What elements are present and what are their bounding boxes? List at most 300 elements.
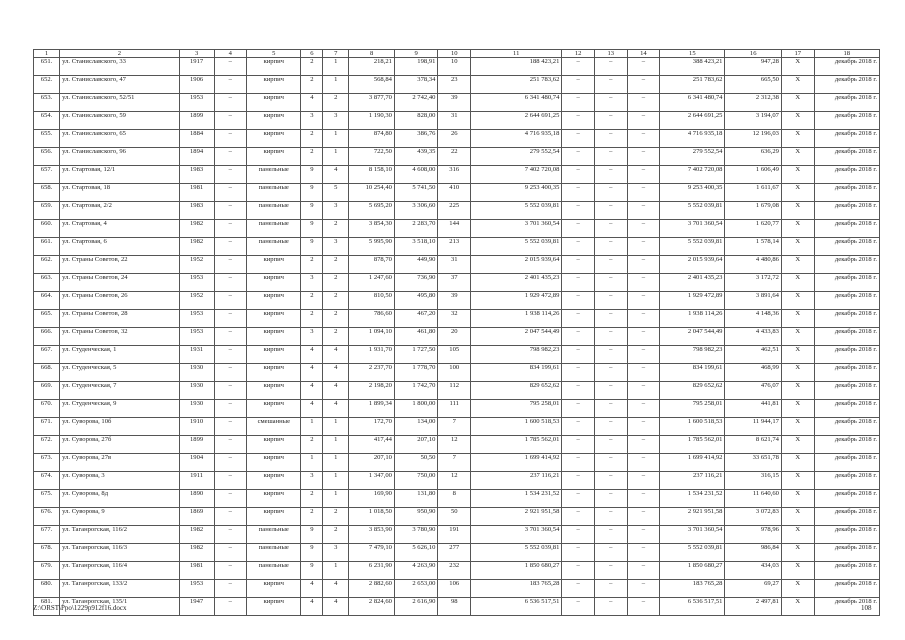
table-cell: 4 480,86 — [725, 256, 782, 274]
table-cell: – — [594, 526, 627, 544]
table-cell: 2 — [323, 310, 349, 328]
table-row — [34, 94, 880, 112]
table-cell: 279 552,54 — [660, 148, 725, 166]
table-cell: 9 — [301, 238, 323, 256]
table-cell: 2 644 691,25 — [471, 112, 562, 130]
table-cell: 1 679,08 — [725, 202, 782, 220]
table-cell: 1899 — [179, 436, 214, 454]
table-cell: декабрь 2018 г. — [814, 382, 879, 400]
table-cell: 106 — [438, 580, 471, 598]
table-cell: Х — [781, 490, 814, 508]
table-cell: кирпич — [247, 76, 301, 94]
table-cell: кирпич — [247, 58, 301, 76]
table-cell: панельные — [247, 184, 301, 202]
table-cell: панельные — [247, 562, 301, 580]
table-cell: 1952 — [179, 256, 214, 274]
table-cell: Х — [781, 454, 814, 472]
table-cell: – — [562, 76, 595, 94]
table-cell: – — [562, 58, 595, 76]
table-cell: – — [214, 598, 247, 616]
table-cell: 1931 — [179, 346, 214, 364]
table-cell: ул. Суворова, 9 — [60, 508, 180, 526]
table-cell: 664. — [34, 292, 60, 310]
table-row — [34, 346, 880, 364]
table-cell: 3 172,72 — [725, 274, 782, 292]
table-cell: 50,50 — [394, 454, 437, 472]
table-cell: 9 — [301, 562, 323, 580]
table-cell: – — [214, 292, 247, 310]
table-cell: 2 — [323, 292, 349, 310]
table-cell: ул. Студенческая, 9 — [60, 400, 180, 418]
table-cell: 3 853,90 — [349, 526, 395, 544]
table-cell: 3 — [301, 472, 323, 490]
table-cell: – — [627, 310, 660, 328]
table-cell: – — [214, 238, 247, 256]
table-cell: 675. — [34, 490, 60, 508]
table-cell: ул. Станиславского, 52/51 — [60, 94, 180, 112]
table-cell: – — [627, 202, 660, 220]
table-cell: – — [627, 238, 660, 256]
table-row — [34, 238, 880, 256]
table-cell: 4 — [301, 94, 323, 112]
table-cell: 2 401 435,23 — [471, 274, 562, 292]
table-row — [34, 508, 880, 526]
table-cell: 4 — [301, 364, 323, 382]
table-cell: 32 — [438, 310, 471, 328]
table-cell: 1 — [323, 436, 349, 454]
table-cell: 1899 — [179, 112, 214, 130]
table-cell: – — [214, 490, 247, 508]
table-cell: 657. — [34, 166, 60, 184]
table-cell: 2 882,60 — [349, 580, 395, 598]
table-cell: декабрь 2018 г. — [814, 130, 879, 148]
table-cell: 1 938 114,26 — [471, 310, 562, 328]
table-cell: – — [594, 400, 627, 418]
table-cell: – — [594, 94, 627, 112]
table-cell: 31 — [438, 256, 471, 274]
table-cell: Х — [781, 562, 814, 580]
table-cell: 4 148,36 — [725, 310, 782, 328]
table-cell: 461,80 — [394, 328, 437, 346]
table-cell: 2 — [301, 76, 323, 94]
table-cell: 7 479,10 — [349, 544, 395, 562]
table-cell: 1 — [323, 130, 349, 148]
table-cell: 3 — [301, 328, 323, 346]
table-cell: 4 — [301, 580, 323, 598]
table-cell: 2 — [301, 58, 323, 76]
table-cell: 1 785 562,01 — [660, 436, 725, 454]
table-cell: – — [562, 544, 595, 562]
table-cell: – — [627, 436, 660, 454]
table-cell: 3 194,07 — [725, 112, 782, 130]
table-cell: декабрь 2018 г. — [814, 274, 879, 292]
table-cell: – — [214, 436, 247, 454]
table-cell: 1 — [323, 562, 349, 580]
table-cell: – — [627, 544, 660, 562]
table-cell: 654. — [34, 112, 60, 130]
table-cell: 1 850 680,27 — [471, 562, 562, 580]
table-cell: 662. — [34, 256, 60, 274]
table-cell: 810,50 — [349, 292, 395, 310]
table-cell: – — [562, 310, 595, 328]
column-header: 15 — [660, 50, 725, 58]
table-row — [34, 526, 880, 544]
table-cell: Х — [781, 202, 814, 220]
table-cell: 2 921 951,58 — [660, 508, 725, 526]
table-cell: ул. Стартовая, 4 — [60, 220, 180, 238]
table-cell: кирпич — [247, 472, 301, 490]
table-cell: 1 — [323, 148, 349, 166]
table-row — [34, 274, 880, 292]
table-cell: 722,50 — [349, 148, 395, 166]
table-cell: Х — [781, 76, 814, 94]
table-row — [34, 400, 880, 418]
table-cell: 1953 — [179, 274, 214, 292]
table-cell: 251 783,62 — [471, 76, 562, 94]
table-cell: 12 — [438, 472, 471, 490]
table-cell: ул. Таганрогская, 116/3 — [60, 544, 180, 562]
table-cell: 1953 — [179, 310, 214, 328]
table-cell: 495,80 — [394, 292, 437, 310]
table-cell: декабрь 2018 г. — [814, 418, 879, 436]
table-cell: – — [594, 598, 627, 616]
table-cell: 20 — [438, 328, 471, 346]
table-cell: 665. — [34, 310, 60, 328]
column-header: 2 — [60, 50, 180, 58]
table-cell: 674. — [34, 472, 60, 490]
table-cell: 3 — [301, 112, 323, 130]
table-cell: 3 854,30 — [349, 220, 395, 238]
table-cell: ул. Таганрогская, 135/1 — [60, 598, 180, 616]
table-cell: декабрь 2018 г. — [814, 202, 879, 220]
table-row — [34, 76, 880, 94]
column-header: 1 — [34, 50, 60, 58]
table-cell: 667. — [34, 346, 60, 364]
table-cell: 1 620,77 — [725, 220, 782, 238]
table-cell: 1983 — [179, 202, 214, 220]
table-cell: 417,44 — [349, 436, 395, 454]
table-cell: – — [214, 454, 247, 472]
table-cell: – — [214, 220, 247, 238]
table-cell: – — [214, 274, 247, 292]
table-cell: – — [594, 472, 627, 490]
table-cell: – — [214, 526, 247, 544]
table-cell: – — [627, 580, 660, 598]
table-cell: – — [627, 274, 660, 292]
table-cell: панельные — [247, 166, 301, 184]
table-cell: – — [214, 400, 247, 418]
table-cell: 636,29 — [725, 148, 782, 166]
table-cell: 4 — [323, 166, 349, 184]
table-cell: 476,07 — [725, 382, 782, 400]
table-row — [34, 418, 880, 436]
table-cell: ул. Суворова, 3 — [60, 472, 180, 490]
table-cell: 1930 — [179, 382, 214, 400]
table-cell: 4 263,90 — [394, 562, 437, 580]
table-cell: 439,35 — [394, 148, 437, 166]
table-cell: 105 — [438, 346, 471, 364]
table-cell: – — [594, 58, 627, 76]
table-cell: 225 — [438, 202, 471, 220]
table-cell: 183 765,28 — [471, 580, 562, 598]
table-cell: 1 929 472,89 — [660, 292, 725, 310]
table-cell: 22 — [438, 148, 471, 166]
table-cell: кирпич — [247, 274, 301, 292]
table-cell: 676. — [34, 508, 60, 526]
table-cell: – — [562, 112, 595, 130]
table-cell: 5 552 039,81 — [471, 238, 562, 256]
data-table — [33, 49, 880, 616]
column-header: 16 — [725, 50, 782, 58]
table-cell: 1 699 414,92 — [660, 454, 725, 472]
table-cell: – — [562, 562, 595, 580]
table-cell: 1 534 231,52 — [471, 490, 562, 508]
table-cell: 568,84 — [349, 76, 395, 94]
table-cell: 1953 — [179, 328, 214, 346]
column-header: 12 — [562, 50, 595, 58]
page-number: 108 — [861, 604, 872, 612]
table-cell: – — [594, 382, 627, 400]
table-cell: – — [627, 112, 660, 130]
table-cell: декабрь 2018 г. — [814, 76, 879, 94]
table-cell: – — [214, 346, 247, 364]
table-cell: 1 534 231,52 — [660, 490, 725, 508]
table-cell: 8 — [438, 490, 471, 508]
table-cell: 1 727,50 — [394, 346, 437, 364]
table-cell: 1 800,00 — [394, 400, 437, 418]
table-cell: 2 047 544,49 — [660, 328, 725, 346]
table-cell: 10 — [438, 58, 471, 76]
table-cell: 2 — [301, 148, 323, 166]
table-cell: 874,80 — [349, 130, 395, 148]
table-cell: – — [214, 562, 247, 580]
table-cell: – — [214, 382, 247, 400]
table-cell: 1906 — [179, 76, 214, 94]
table-cell: 3 780,90 — [394, 526, 437, 544]
table-cell: 3 072,83 — [725, 508, 782, 526]
table-cell: – — [562, 202, 595, 220]
table-cell: 2 — [323, 94, 349, 112]
table-cell: 1 — [323, 58, 349, 76]
column-header: 7 — [323, 50, 349, 58]
table-cell: декабрь 2018 г. — [814, 526, 879, 544]
table-cell: декабрь 2018 г. — [814, 580, 879, 598]
table-cell: декабрь 2018 г. — [814, 292, 879, 310]
table-cell: 3 — [301, 274, 323, 292]
column-header: 6 — [301, 50, 323, 58]
table-cell: 2 015 939,64 — [660, 256, 725, 274]
table-cell: ул. Стартовая, 6 — [60, 238, 180, 256]
table-cell: 834 199,61 — [471, 364, 562, 382]
table-cell: 2 — [301, 256, 323, 274]
table-cell: 4 716 935,18 — [471, 130, 562, 148]
table-cell: 829 652,62 — [660, 382, 725, 400]
table-cell: 798 982,23 — [471, 346, 562, 364]
table-cell: – — [594, 436, 627, 454]
table-cell: Х — [781, 148, 814, 166]
table-row — [34, 382, 880, 400]
table-cell: – — [627, 364, 660, 382]
table-cell: 6 536 517,51 — [471, 598, 562, 616]
table-cell: 2 921 951,58 — [471, 508, 562, 526]
table-cell: – — [594, 76, 627, 94]
table-cell: панельные — [247, 238, 301, 256]
table-cell: – — [214, 328, 247, 346]
table-cell: панельные — [247, 544, 301, 562]
table-cell: 2 — [323, 220, 349, 238]
table-cell: 449,90 — [394, 256, 437, 274]
table-cell: 1911 — [179, 472, 214, 490]
table-cell: ул. Студенческая, 5 — [60, 364, 180, 382]
table-cell: Х — [781, 184, 814, 202]
table-cell: 2 015 939,64 — [471, 256, 562, 274]
table-cell: Х — [781, 310, 814, 328]
table-cell: – — [562, 94, 595, 112]
table-cell: 658. — [34, 184, 60, 202]
table-cell: – — [214, 508, 247, 526]
table-cell: – — [562, 508, 595, 526]
column-header: 4 — [214, 50, 247, 58]
table-cell: – — [594, 274, 627, 292]
table-cell: 1 578,14 — [725, 238, 782, 256]
table-header-row — [34, 50, 880, 58]
table-cell: 4 — [323, 382, 349, 400]
table-cell: 5 695,20 — [349, 202, 395, 220]
table-cell: Х — [781, 256, 814, 274]
table-cell: 3 891,64 — [725, 292, 782, 310]
table-cell: 1947 — [179, 598, 214, 616]
table-cell: – — [627, 148, 660, 166]
table-cell: – — [627, 94, 660, 112]
table-cell: 237 116,21 — [471, 472, 562, 490]
table-cell: 462,51 — [725, 346, 782, 364]
table-cell: 1 606,49 — [725, 166, 782, 184]
table-cell: декабрь 2018 г. — [814, 364, 879, 382]
table-cell: 655. — [34, 130, 60, 148]
table-cell: 9 253 400,35 — [471, 184, 562, 202]
table-cell: 673. — [34, 454, 60, 472]
table-cell: 2 — [301, 508, 323, 526]
table-cell: – — [214, 202, 247, 220]
table-cell: 1982 — [179, 220, 214, 238]
table-cell: 1981 — [179, 184, 214, 202]
table-cell: 978,96 — [725, 526, 782, 544]
table-cell: кирпич — [247, 364, 301, 382]
table-cell: 1 — [323, 490, 349, 508]
table-cell: 112 — [438, 382, 471, 400]
table-row — [34, 580, 880, 598]
table-cell: декабрь 2018 г. — [814, 256, 879, 274]
table-cell: – — [594, 562, 627, 580]
table-cell: – — [562, 346, 595, 364]
column-header: 9 — [394, 50, 437, 58]
table-cell: – — [214, 166, 247, 184]
table-cell: 5 552 039,81 — [660, 202, 725, 220]
table-cell: 2 742,40 — [394, 94, 437, 112]
table-cell: 316,15 — [725, 472, 782, 490]
table-cell: 1 899,34 — [349, 400, 395, 418]
table-cell: 1953 — [179, 94, 214, 112]
table-cell: кирпич — [247, 130, 301, 148]
table-row — [34, 364, 880, 382]
table-cell: 5 552 039,81 — [471, 544, 562, 562]
table-cell: 666. — [34, 328, 60, 346]
table-cell: – — [214, 472, 247, 490]
table-cell: 2 497,81 — [725, 598, 782, 616]
table-cell: – — [562, 328, 595, 346]
table-cell: кирпич — [247, 256, 301, 274]
table-cell: 2 616,90 — [394, 598, 437, 616]
table-cell: 6 231,90 — [349, 562, 395, 580]
table-cell: Х — [781, 382, 814, 400]
table-cell: 672. — [34, 436, 60, 454]
table-row — [34, 436, 880, 454]
table-cell: – — [562, 238, 595, 256]
table-row — [34, 292, 880, 310]
table-cell: 2 — [323, 274, 349, 292]
table-cell: кирпич — [247, 436, 301, 454]
table-cell: – — [214, 112, 247, 130]
table-cell: кирпич — [247, 346, 301, 364]
table-cell: – — [562, 490, 595, 508]
table-cell: 652. — [34, 76, 60, 94]
table-cell: – — [214, 76, 247, 94]
table-cell: 8 621,74 — [725, 436, 782, 454]
table-cell: – — [627, 76, 660, 94]
table-cell: – — [627, 346, 660, 364]
table-cell: 172,70 — [349, 418, 395, 436]
table-cell: 2 283,70 — [394, 220, 437, 238]
table-cell: Х — [781, 238, 814, 256]
table-cell: 5 — [323, 184, 349, 202]
table-cell: 37 — [438, 274, 471, 292]
table-cell: 736,90 — [394, 274, 437, 292]
table-cell: – — [594, 454, 627, 472]
table-cell: декабрь 2018 г. — [814, 598, 879, 616]
table-cell: 468,99 — [725, 364, 782, 382]
table-cell: 660. — [34, 220, 60, 238]
table-cell: 1 611,67 — [725, 184, 782, 202]
table-cell: панельные — [247, 220, 301, 238]
table-cell: 9 253 400,35 — [660, 184, 725, 202]
table-cell: 4 — [323, 346, 349, 364]
table-cell: – — [594, 148, 627, 166]
table-cell: – — [594, 184, 627, 202]
table-row — [34, 130, 880, 148]
table-cell: 39 — [438, 94, 471, 112]
table-cell: 1890 — [179, 490, 214, 508]
table-cell: 1 247,60 — [349, 274, 395, 292]
table-cell: 237 116,21 — [660, 472, 725, 490]
table-cell: 678. — [34, 544, 60, 562]
table-cell: 7 — [438, 418, 471, 436]
table-cell: 1982 — [179, 544, 214, 562]
table-cell: 198,91 — [394, 58, 437, 76]
table-cell: – — [562, 436, 595, 454]
table-cell: 2 — [301, 130, 323, 148]
table-row — [34, 58, 880, 76]
table-row — [34, 184, 880, 202]
table-cell: смешанные — [247, 418, 301, 436]
table-row — [34, 598, 880, 616]
table-cell: 6 341 480,74 — [471, 94, 562, 112]
table-row — [34, 490, 880, 508]
table-cell: 828,00 — [394, 112, 437, 130]
table-cell: ул. Таганрогская, 116/2 — [60, 526, 180, 544]
table-cell: Х — [781, 274, 814, 292]
table-cell: 665,50 — [725, 76, 782, 94]
table-cell: 677. — [34, 526, 60, 544]
